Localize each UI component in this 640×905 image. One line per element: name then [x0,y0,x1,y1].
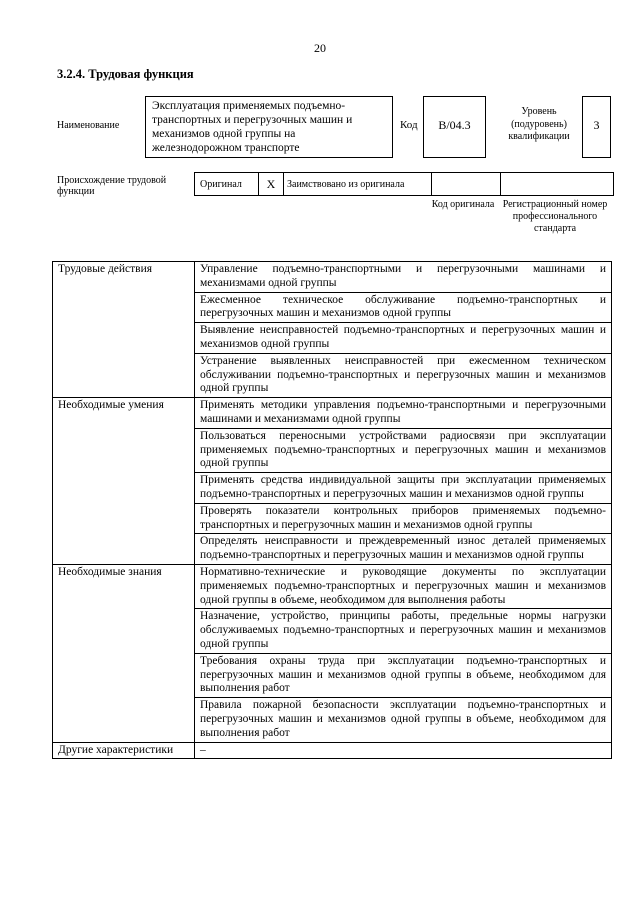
section-item: Нормативно-технические и руководящие документы по эксплуатации применяемых подъемно-транспортных и перегрузочных машин и механизмов одной группы в объеме, необходимом для выполнения работы [195,564,612,608]
section-title-required-skills: Необходимые умения [53,398,195,565]
table-row [53,564,612,608]
origin-label: Происхождение трудовой функции [57,175,167,197]
function-details-body [53,262,612,759]
section-title-other-characteristics: Другие характеристики [53,742,195,759]
original-mark: X [259,173,284,196]
section-title-labor-actions: Трудовые действия [53,262,195,398]
table-row [53,398,612,429]
section-item: Проверять показатели контрольных приборов применяемых подъемно-транспортных и перегрузочных машин и механизмов одной группы [195,503,612,534]
section-item: Устранение выявленных неисправностей при ежесменном техническом обслуживании подъемно-транспортных и перегрузочных машин и механизмов одной группы [195,353,612,397]
section-item: Назначение, устройство, принципы работы, предельные нормы нагрузки обслуживаемых подъемно-транспортных и перегрузочных машин и механизмов одной группы [195,609,612,653]
function-name-box: Эксплуатация применяемых подъемно-транспортных и перегрузочных машин и механизмов одной группы на железнодорожном транспорте [145,96,393,158]
section-title: 3.2.4. Трудовая функция [57,67,194,81]
section-item: Применять средства индивидуальной защиты при эксплуатации применяемых подъемно-транспортных и перегрузочных машин и механизмов одной группы [195,473,612,504]
section-item: Управление подъемно-транспортными и перегрузочными машинами и механизмами одной группы [195,262,612,293]
borrowed-label: Заимствовано из оригинала [284,173,432,196]
function-details-table [52,261,612,759]
page-number: 20 [314,41,326,55]
code-value-box: B/04.3 [423,96,486,158]
original-label: Оригинал [195,173,259,196]
section-item: Определять неисправности и преждевременный износ деталей применяемых подъемно-транспортных и перегрузочных машин и механизмов одной группы [195,534,612,565]
qualification-level-box: 3 [582,96,611,158]
code-original-cell [432,173,501,196]
code-original-label: Код оригинала [431,199,495,210]
section-item: Правила пожарной безопасности эксплуатации подъемно-транспортных и перегрузочных машин и механизмов одной группы в объеме, необходимом для выполнения работ [195,698,612,742]
section-item: Применять методики управления подъемно-транспортными и перегрузочными машинами и механизмами одной группы [195,398,612,429]
section-item: Пользоваться переносными устройствами радиосвязи при эксплуатации применяемых подъемно-транспортных и перегрузочных машин и механизмов одной группы [195,428,612,472]
name-label: Наименование [57,120,120,131]
section-item: – [195,742,612,759]
section-title-required-knowledge: Необходимые знания [53,564,195,742]
origin-table [194,172,614,196]
section-item: Ежесменное техническое обслуживание подъемно-транспортных и перегрузочных машин и механизмов одной группы [195,292,612,323]
reg-number-label: Регистрационный номер профессионального стандарта [502,199,608,234]
qualification-level-label: Уровень (подуровень) квалификации [508,106,570,142]
reg-number-cell [501,173,614,196]
table-row [53,742,612,759]
section-item: Требования охраны труда при эксплуатации подъемно-транспортных и перегрузочных машин и механизмов одной группы в объеме, необходимом для выполнения работ [195,653,612,697]
code-label: Код [400,119,418,131]
section-item: Выявление неисправностей подъемно-транспортных и перегрузочных машин и механизмов одной группы [195,323,612,354]
table-row [53,262,612,293]
